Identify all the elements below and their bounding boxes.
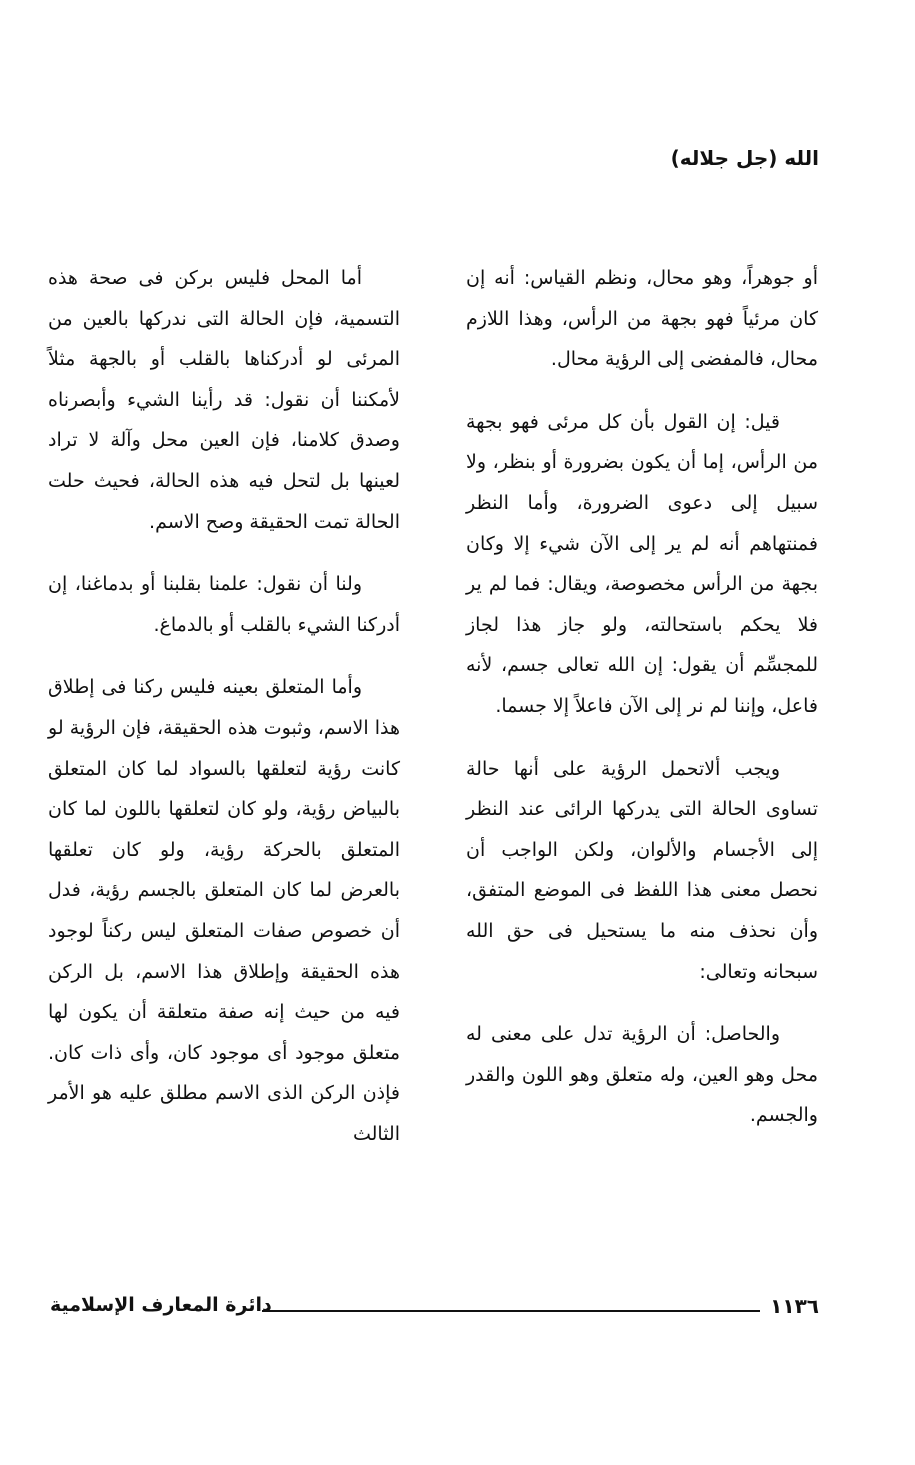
page-number: ١١٣٦ (770, 1294, 819, 1318)
left-column (48, 258, 400, 1176)
right-column (466, 258, 818, 1158)
paragraph: قيل: إن القول بأن كل مرئى فهو بجهة من الرأس، إما أن يكون بضرورة أو بنظر، ولا سبيل إلى دعوى الضرورة، وأما النظر فمنتهاهم أنه لم ير إلى الآن شيء إلا وكان بجهة من الرأس مخصوصة، ويقال: فما لم ير فلا يحكم باستحالته، ولو جاز هذا لجاز للمجسِّم أن يقول: إن الله تعالى جسم، لأنه فاعل، وإننا لم نر إلى الآن فاعلاً إلا جسما. (466, 410, 818, 717)
publication-title: دائرة المعارف الإسلامية (50, 1294, 272, 1316)
paragraph: أما المحل فليس بركن فى صحة هذه التسمية، فإن الحالة التى ندركها بالعين من المرئى لو أدركناها بالقلب أو بالجهة مثلاً لأمكننا أن نقول: قد رأينا الشيء وأبصرناه وصدق كلامنا، فإن العين محل وآلة لا تراد لعينها بل لتحل فيه هذه الحالة، فحيث حلت الحالة تمت الحقيقة وصح الاسم. (48, 267, 400, 533)
paragraph: والحاصل: أن الرؤية تدل على معنى له محل وهو العين، وله متعلق وهو اللون والقدر والجسم. (466, 1023, 818, 1127)
paragraph: أو جوهراً، وهو محال، ونظم القياس: أنه إن كان مرئياً فهو بجهة من الرأس، وهذا اللازم محال، فالمفضى إلى الرؤية محال. (466, 267, 818, 371)
paragraph: وأما المتعلق بعينه فليس ركنا فى إطلاق هذا الاسم، وثبوت هذه الحقيقة، فإن الرؤية لو كانت رؤية لتعلقها بالسواد لما كان المتعلق بالبياض رؤية، ولو كان لتعلقها باللون لما كان المتعلق بالحركة رؤية، ولو كان تعلقها بالعرض لما كان المتعلق بالجسم رؤية، فدل أن خصوص صفات المتعلق ليس ركناً لوجود هذه الحقيقة وإطلاق هذا الاسم، بل الركن فيه من حيث إنه صفة متعلقة أن يكون لها متعلق موجود أى موجود كان، وأى ذات كان. فإذن الركن الذى الاسم مطلق عليه هو الأمر الثالث (48, 676, 400, 1145)
running-head: الله (جل جلاله) (670, 146, 819, 170)
paragraph: ولنا أن نقول: علمنا بقلبنا أو بدماغنا، إن أدركنا الشيء بالقلب أو بالدماغ. (48, 573, 400, 636)
footer-divider (262, 1310, 760, 1312)
paragraph: ويجب ألاتحمل الرؤية على أنها حالة تساوى الحالة التى يدركها الرائى عند النظر إلى الأجسام والألوان، ولكن الواجب أن نحصل معنى هذا اللفظ فى الموضع المتفق، وأن نحذف منه ما يستحيل فى حق الله سبحانه وتعالى: (466, 757, 818, 983)
